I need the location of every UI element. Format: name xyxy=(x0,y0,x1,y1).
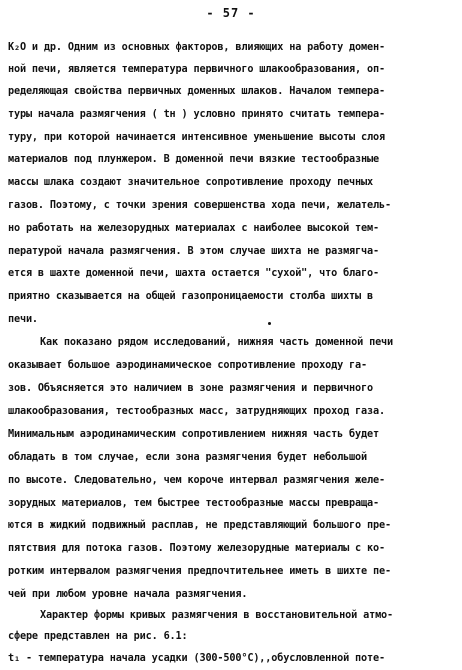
text-line: Как показано рядом исследований, нижняя часть доменной печи xyxy=(40,337,394,348)
text-line: оказывает большое аэродинамическое сопротивление проходу га- xyxy=(8,360,368,371)
text-line: материалов под плунжером. В доменной печи вязкие тестообразные xyxy=(8,154,379,165)
text-line: Минимальным аэродинамическим сопротивлением нижняя часть будет xyxy=(8,429,379,440)
text-line: приятно сказывается на общей газопроницаемости столба шихты в xyxy=(8,291,373,302)
text-line: K₂O и др. Одним из основных факторов, влияющих на работу домен- xyxy=(8,42,385,53)
text-line: шлакообразования, тестообразных масс, затрудняющих проход газа. xyxy=(8,406,385,417)
text-line: ной печи, является температура первичного шлакообразования, оп- xyxy=(8,64,385,75)
text-line: пературой начала размягчения. В этом случае шихта не размягча- xyxy=(8,246,379,257)
text-line: чей при любом уровне начала размягчения. xyxy=(8,589,248,600)
text-line: сфере представлен на рис. 6.1: xyxy=(8,631,188,642)
text-line: по высоте. Следовательно, чем короче интервал размягчения желе- xyxy=(8,475,385,486)
text-line: зорудных материалов, тем быстрее тестообразные массы превраща- xyxy=(8,498,379,509)
text-line: печи. xyxy=(8,314,38,325)
text-line: туру, при которой начинается интенсивное уменьшение высоты слоя xyxy=(8,132,385,143)
text-line: обладать в том случае, если зона размягчения будет небольшой xyxy=(8,452,368,463)
text-line: но работать на железорудных материалах с наиболее высокой тем- xyxy=(8,223,379,234)
text-line: ротким интервалом размягчения предпочтительнее иметь в шихте пе- xyxy=(8,566,391,577)
text-line: туры начала размягчения ( tн ) условно принято считать темпера- xyxy=(8,109,385,120)
text-line: массы шлака создают значительное сопротивление проходу печных xyxy=(8,177,373,188)
text-line: ются в жидкий подвижный расплав, не представляющий большого пре- xyxy=(8,520,391,531)
text-line: t₁ - температура начала усадки (300-500°С),,обусловленной поте- xyxy=(8,653,385,664)
text-line: ределяющая свойства первичных доменных шлаков. Началом темпера- xyxy=(8,86,385,97)
text-line: зов. Объясняется это наличием в зоне размягчения и первичного xyxy=(8,383,373,394)
text-line: газов. Поэтому, с точки зрения совершенства хода печи, желатель- xyxy=(8,200,391,211)
speck-mark xyxy=(268,322,271,325)
text-line: Характер формы кривых размягчения в восстановительной атмо- xyxy=(40,610,394,621)
text-line: ется в шахте доменной печи, шахта остается "сухой", что благо- xyxy=(8,268,379,279)
page-number: - 57 - xyxy=(206,6,256,20)
text-line: пятствия для потока газов. Поэтому железорудные материалы с ко- xyxy=(8,543,385,554)
